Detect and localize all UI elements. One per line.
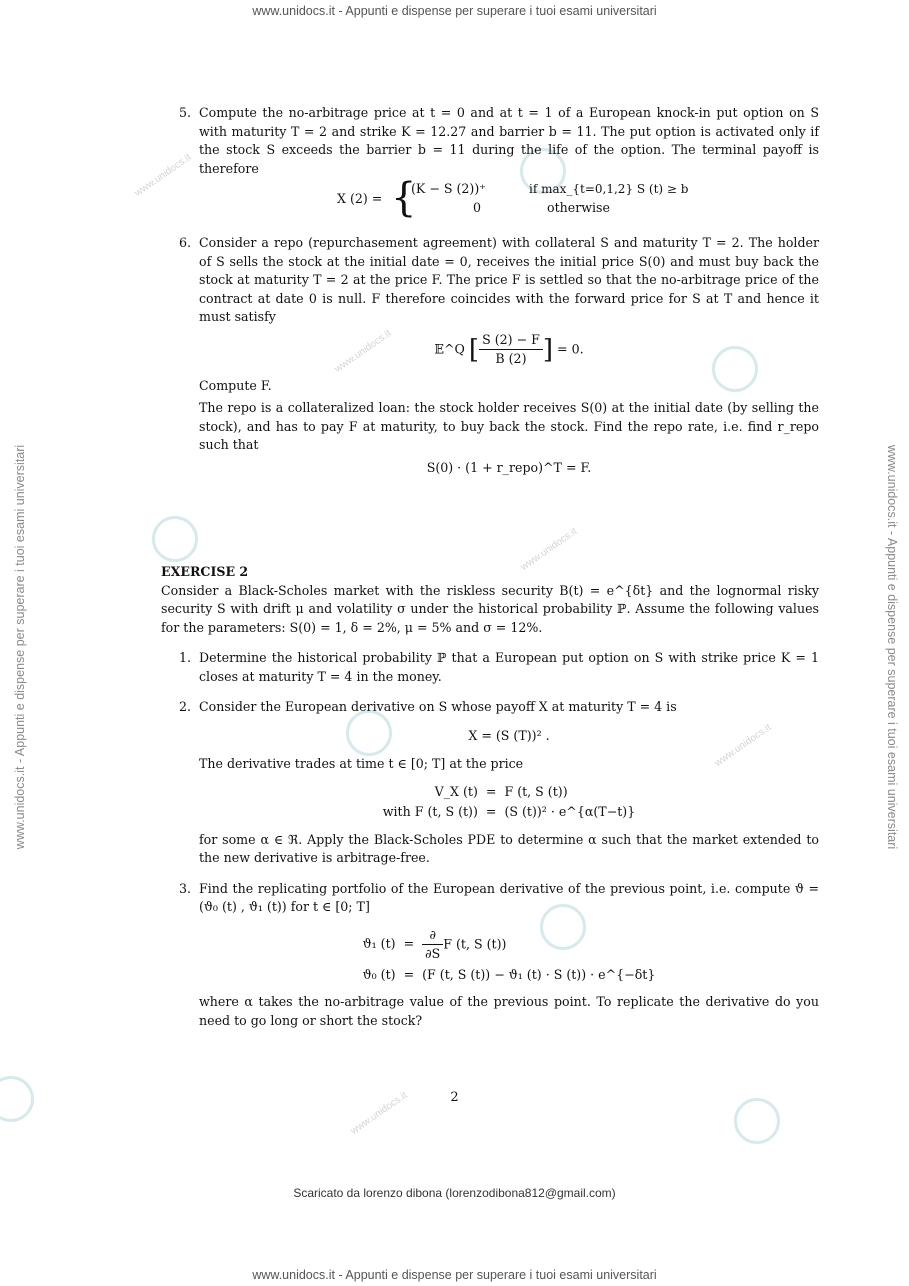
eq-case1: (K − S (2))⁺: [411, 181, 486, 196]
ex2-problem-2: [161, 698, 819, 868]
row1-left: V_X (t): [434, 783, 478, 799]
problem-text: Find the replicating portfolio of the European derivative of the previous point, i.e. compute ϑ = (ϑ₀ (t) , ϑ₁ (t)) for t ∈ [0; T]: [199, 880, 819, 914]
ex2-problem-3: [161, 880, 819, 1031]
payoff-equation: X = (S (T))² .: [468, 727, 550, 743]
price-equations: [379, 782, 639, 823]
partial-den: ∂S: [425, 946, 441, 961]
item-number: 5.: [179, 105, 192, 120]
row1-eq: =: [403, 936, 415, 952]
row2-left: ϑ₀ (t): [362, 966, 396, 982]
problem-6: [161, 234, 819, 477]
row1-right: F (t, S (t)): [504, 783, 568, 799]
row1-right: F (t, S (t)): [443, 936, 507, 951]
watermark-diag: www.unidocs.it: [518, 526, 580, 573]
page-content: [161, 104, 819, 1030]
row2-left: with F (t, S (t)): [382, 804, 478, 819]
ex2-problem-1: [161, 649, 819, 686]
header-watermark: www.unidocs.it - Appunti e dispense per superare i tuoi esami universitari: [252, 4, 657, 18]
footer-watermark: www.unidocs.it - Appunti e dispense per superare i tuoi esami universitari: [252, 1268, 657, 1282]
problem-text: Consider a repo (repurchasement agreement) with collateral S and maturity T = 2. The holder of S sells the stock at the initial date = 0, receives the initial price S(0) and must buy back the stock at maturity T = 2 at the price F. The price F is settled so that the no-arbitrage price of the contract at date 0 is null. F therefore coincides with the forward price for S at T and hence it must satisfy: [199, 235, 819, 324]
watermark-diag: www.unidocs.it: [132, 152, 194, 199]
exercise-intro: Consider a Black-Scholes market with the riskless security B(t) = e^{δt} and the lognormal risky security S with drift μ and volatility σ under the historical probability ℙ. Assume the following values for the parameters: S(0) = 1, δ = 2%, μ = 5% and σ = 12%.: [161, 582, 819, 635]
expectation: 𝔼^Q: [434, 341, 465, 356]
row1-eq: =: [485, 783, 497, 799]
repo-equation: S(0) · (1 + r_repo)^T = F.: [426, 459, 592, 475]
frac-num: S (2) − F: [479, 331, 543, 351]
row2-eq: =: [485, 804, 497, 819]
problem-text: Compute the no-arbitrage price at t = 0 and at t = 1 of a European knock-in put option on S with maturity T = 2 and strike K = 12.27 and barrier b = 11. The put option is activated only if the stock S exceeds the barrier b = 11 during the life of the option. The terminal payoff is therefore: [199, 105, 819, 176]
page-number: 2: [450, 1090, 459, 1105]
portfolio-equations: [359, 925, 660, 986]
frac-den: B (2): [495, 351, 527, 366]
problem-text: Consider the European derivative on S whose payoff X at maturity T = 4 is: [199, 699, 677, 714]
pde-text: for some α ∈ ℜ. Apply the Black-Scholes PDE to determine α such that the market extended to the new derivative is arbitrage-free.: [199, 831, 819, 865]
item-number: 3.: [179, 880, 192, 896]
watermark-diag: www.unidocs.it: [348, 1090, 410, 1137]
watermark-diag: www.unidocs.it: [332, 328, 394, 375]
side-watermark-right: www.unidocs.it - Appunti e dispense per superare i tuoi esami universitari: [885, 444, 899, 850]
brace-icon: {: [391, 175, 417, 221]
watermark-diag: www.unidocs.it: [712, 722, 774, 769]
eq-lhs: X (2) =: [337, 191, 383, 206]
row2-eq: =: [403, 966, 415, 982]
eq-case2: 0: [473, 200, 482, 215]
row2-right: (F (t, S (t)) − ϑ₁ (t) · S (t)) · e^{−δt}: [422, 966, 656, 982]
eq-rhs: = 0.: [557, 341, 584, 356]
forward-equation: 𝔼^Q [ $\frac{S (2) - F}{B (2)}$ ] = 0.: [199, 331, 819, 369]
problem-5: [161, 104, 819, 220]
problem-text: Determine the historical probability ℙ that a European put option on S with strike price K = 1 closes at maturity T = 4 in the money.: [199, 650, 819, 684]
row1-left: ϑ₁ (t): [362, 936, 396, 952]
eq-cond2: otherwise: [547, 200, 610, 215]
row2-right: (S (t))² · e^{α(T−t)}: [504, 804, 636, 819]
payoff-equation: [259, 175, 819, 221]
partial-num: ∂: [422, 926, 443, 946]
repo-text: The repo is a collateralized loan: the stock holder receives S(0) at the initial date (by selling the stock), and has to pay F at maturity, to buy back the stock. Find the repo rate, i.e. find r_repo such that: [199, 400, 819, 452]
exercise-2: [161, 563, 819, 1030]
replicate-text: where α takes the no-arbitrage value of the previous point. To replicate the derivative do you need to go long or short the stock?: [199, 994, 819, 1028]
item-number: 6.: [179, 235, 192, 250]
eq-cond1: if max_{t=0,1,2} S (t) ≥ b: [529, 182, 689, 196]
exercise-heading: EXERCISE 2: [161, 564, 249, 579]
trade-text: The derivative trades at time t ∈ [0; T] at the price: [199, 756, 524, 771]
item-number: 1.: [179, 650, 192, 665]
side-watermark-left: www.unidocs.it - Appunti e dispense per superare i tuoi esami universitari: [13, 444, 27, 850]
item-number: 2.: [179, 699, 192, 714]
download-note: Scaricato da lorenzo dibona (lorenzodibona812@gmail.com): [293, 1186, 616, 1200]
compute-f: Compute F.: [199, 377, 272, 393]
